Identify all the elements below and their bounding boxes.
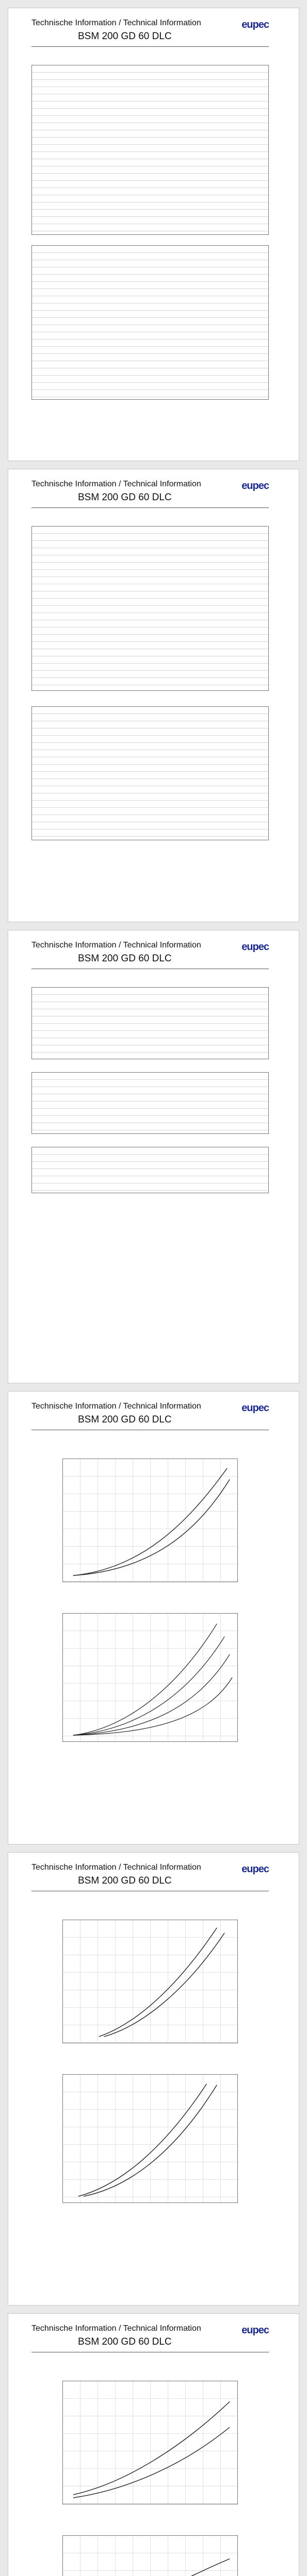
header-title: Technische Information / Technical Information — [31, 19, 201, 27]
curve-2 — [73, 1637, 224, 1735]
header-divider — [31, 46, 269, 47]
datasheet-page-4 — [8, 1391, 299, 1844]
curve-1 — [73, 2402, 230, 2495]
switching-losses-resistance-chart — [62, 2535, 238, 2576]
datasheet-page-3 — [8, 930, 299, 1383]
diode-forward-characteristic-chart — [62, 2074, 238, 2203]
page-header — [31, 2324, 269, 2357]
curve-2 — [73, 2427, 230, 2498]
transfer-characteristic-curves — [63, 1920, 237, 2043]
eupec-logo: eupec — [241, 1402, 269, 1414]
page-header — [31, 941, 269, 974]
output-characteristic-curves — [63, 1459, 237, 1582]
page-header — [31, 480, 269, 513]
type-designation: BSM 200 GD 60 DLC — [78, 492, 172, 503]
page-header — [31, 1402, 269, 1435]
header-title: Technische Information / Technical Information — [31, 2324, 201, 2333]
type-designation: BSM 200 GD 60 DLC — [78, 953, 172, 964]
curve-2 — [78, 2084, 207, 2196]
diode-characteristic-table — [31, 706, 269, 840]
characteristic-values-table — [31, 245, 269, 400]
maximum-ratings-table — [31, 65, 269, 235]
curve-3 — [73, 1654, 230, 1735]
header-title: Technische Information / Technical Information — [31, 941, 201, 950]
eupec-logo: eupec — [241, 941, 269, 953]
output-characteristic-family-curves — [63, 1614, 237, 1741]
switching-losses-resistance-curves — [63, 2536, 237, 2576]
page-header — [31, 1863, 269, 1896]
type-designation: BSM 200 GD 60 DLC — [78, 1414, 172, 1425]
curve-1 — [73, 1468, 227, 1575]
transfer-characteristic-chart — [62, 1920, 238, 2043]
type-designation: BSM 200 GD 60 DLC — [78, 2336, 172, 2347]
switching-losses-current-chart — [62, 2381, 238, 2504]
eupec-logo: eupec — [241, 2325, 269, 2336]
curve-2 — [73, 1480, 230, 1575]
eupec-logo: eupec — [241, 19, 269, 30]
curve-1 — [84, 2085, 217, 2196]
datasheet-page-2 — [8, 469, 299, 922]
header-title: Technische Information / Technical Information — [31, 1402, 201, 1411]
curve-1 — [73, 1624, 217, 1735]
mechanical-properties-table — [31, 1072, 269, 1134]
output-characteristic-family-chart — [62, 1613, 238, 1742]
type-designation: BSM 200 GD 60 DLC — [78, 31, 172, 42]
datasheet-page-1 — [8, 8, 299, 461]
curve-1 — [73, 2559, 230, 2576]
type-designation: BSM 200 GD 60 DLC — [78, 1875, 172, 1886]
thermal-properties-table — [31, 987, 269, 1059]
datasheet-page-6 — [8, 2313, 299, 2576]
curve-1 — [99, 1928, 217, 2037]
header-divider — [31, 507, 269, 508]
switching-losses-current-curves — [63, 2381, 237, 2504]
characteristic-values-table — [31, 526, 269, 691]
notes-text — [31, 1147, 269, 1193]
eupec-logo: eupec — [241, 480, 269, 492]
page-header — [31, 19, 269, 52]
header-title: Technische Information / Technical Information — [31, 480, 201, 488]
datasheet-page-5 — [8, 1852, 299, 2306]
diode-forward-characteristic-curves — [63, 2075, 237, 2202]
header-title: Technische Information / Technical Information — [31, 1863, 201, 1872]
eupec-logo: eupec — [241, 1863, 269, 1875]
curve-2 — [104, 1933, 225, 2037]
curve-4 — [73, 1677, 232, 1735]
output-characteristic-chart — [62, 1459, 238, 1582]
